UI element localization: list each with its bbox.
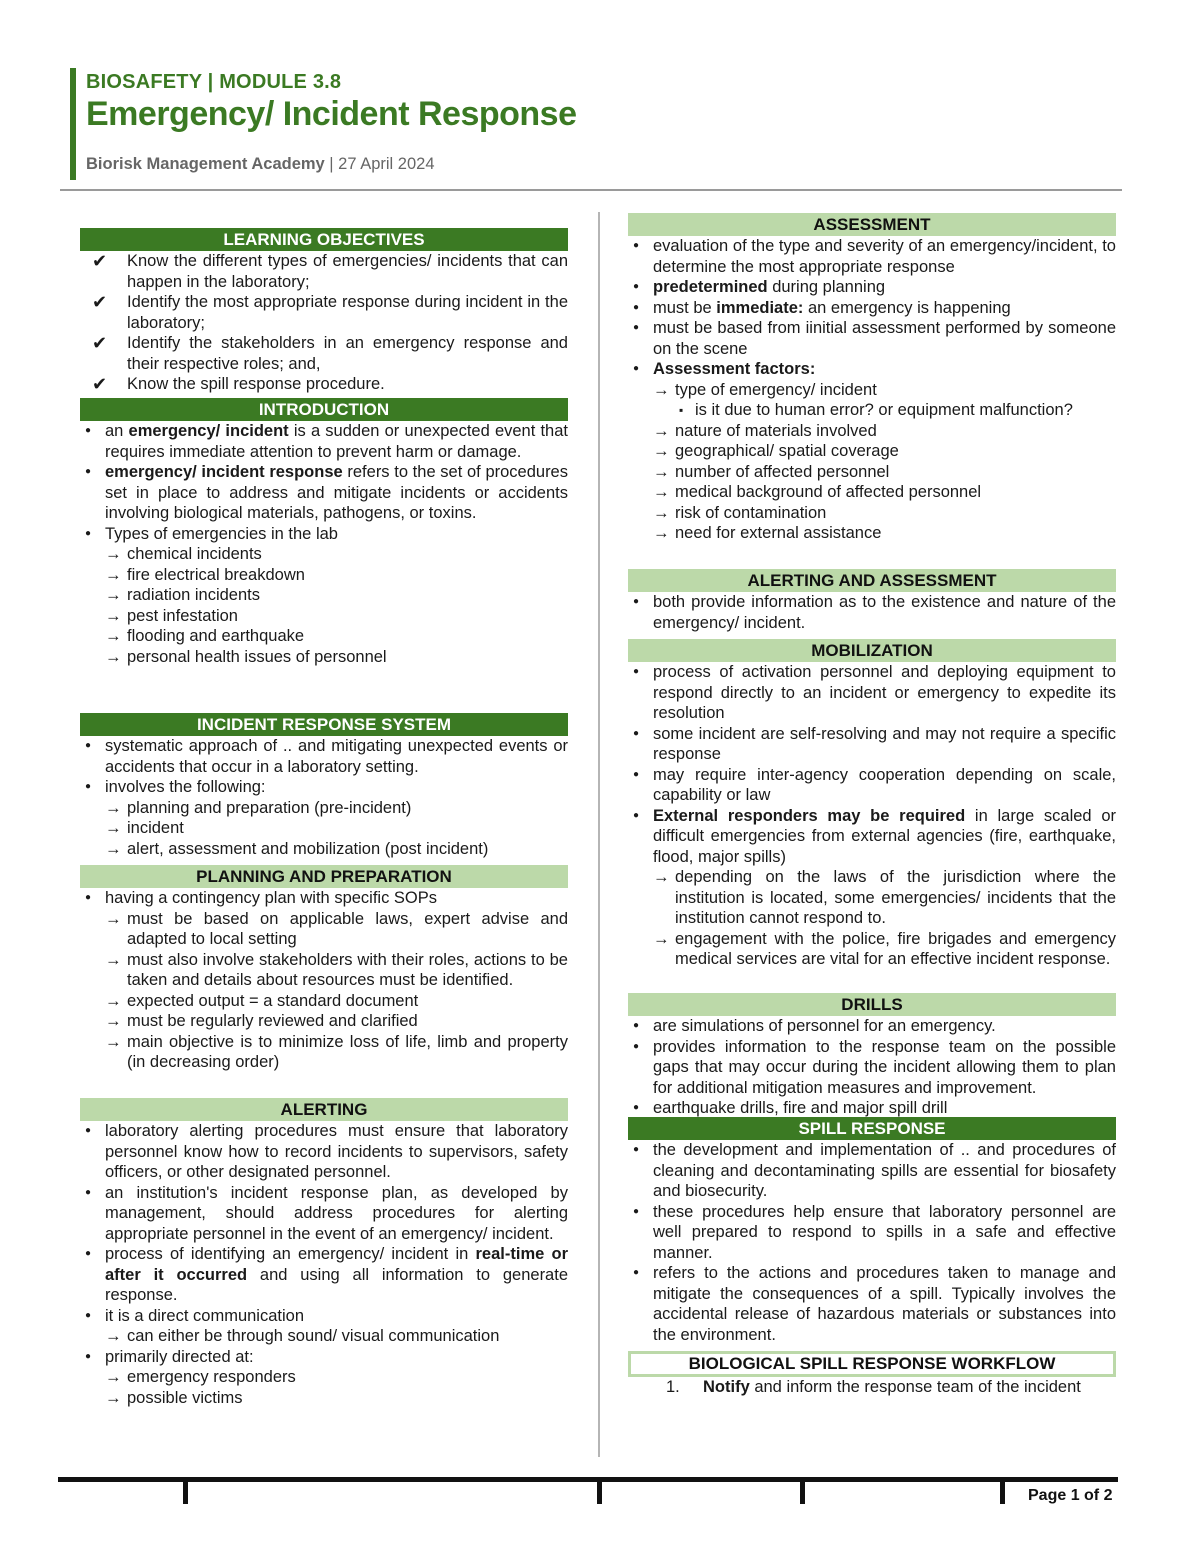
list-item: → radiation incidents	[105, 586, 260, 604]
emergency-types-list	[105, 544, 568, 667]
header-date: | 27 April 2024	[324, 155, 435, 173]
list-item: ● External responders may be required in large scaled or difficult emergencies from external agencies (fire, earthquake, flood, major spills) → depending on the laws of the jurisdiction where the institution is located, some emergencies/ incidents that the institution cannot respond to. → engagement with the police, fire brigades and emergency medical services are vital for an effective incident response.	[628, 806, 1116, 970]
arrow-icon: →	[105, 647, 122, 666]
list-item: → medical background of affected personnel	[653, 483, 982, 501]
footer-rule	[58, 1477, 1118, 1482]
list-item: → depending on the laws of the jurisdiction where the institution is located, some emergencies/ incidents that the institution cannot respond to.	[653, 868, 1116, 927]
arrow-icon: →	[653, 929, 670, 948]
alerting-list	[80, 1121, 568, 1408]
communication-list	[105, 1326, 568, 1347]
list-item: → nature of materials involved	[653, 421, 877, 440]
list-item: ● process of activation personnel and deploying equipment to respond directly to an incident or emergency to expedite its resolution	[628, 662, 1116, 724]
list-item: ● an institution's incident response plan, as developed by management, should address procedures for alerting appropriate personnel in the event of an emergency/ incident.	[80, 1183, 568, 1245]
check-icon: ✔	[92, 374, 108, 394]
arrow-icon: →	[653, 524, 670, 542]
arrow-icon: →	[105, 1368, 122, 1386]
list-item: ● earthquake drills, fire and major spill drill	[628, 1098, 1116, 1119]
arrow-icon: →	[105, 1032, 122, 1051]
spill-response-list	[628, 1140, 1116, 1345]
footer-tick	[597, 1482, 602, 1504]
list-item: → number of affected personnel	[653, 462, 890, 481]
section-drills	[628, 993, 1116, 1119]
list-item: → must also involve stakeholders with their roles, actions to be taken and details about resources must be identified.	[105, 950, 568, 989]
list-item: ● it is a direct communication → can either be through sound/ visual communication	[80, 1306, 568, 1347]
irs-list	[80, 736, 568, 859]
list-item: ● laboratory alerting procedures must ensure that laboratory personnel know how to record incidents to supervisors, safety officers, or other designated personnel.	[80, 1121, 568, 1183]
list-item: → alert, assessment and mobilization (post incident)	[105, 839, 489, 858]
footer-tick	[1000, 1482, 1005, 1504]
list-item: ● involves the following: → planning and preparation (pre-incident) → incident → alert, assessment and mobilization (post incident)	[80, 777, 568, 859]
list-item: ● some incident are self-resolving and may not require a specific response	[628, 724, 1116, 765]
list-item: → incident	[105, 819, 184, 837]
list-item: → must be based on applicable laws, expert advise and adapted to local setting	[105, 909, 568, 948]
list-item: ● emergency/ incident response refers to the set of procedures set in place to address and mitigate incidents or accidents involving biological materials, pathogens, or toxins.	[80, 462, 568, 524]
list-item: → geographical/ spatial coverage	[653, 442, 899, 460]
assessment-factors-list	[653, 380, 1116, 544]
arrow-icon: →	[105, 1327, 122, 1345]
section-heading: DRILLS	[628, 993, 1116, 1016]
list-item: ✔ Know the spill response procedure.	[92, 374, 385, 394]
section-heading: INCIDENT RESPONSE SYSTEM	[80, 713, 568, 736]
list-item: → expected output = a standard document	[105, 991, 419, 1010]
section-heading: PLANNING AND PREPARATION	[80, 865, 568, 888]
list-item: ● are simulations of personnel for an emergency.	[628, 1016, 1116, 1037]
arrow-icon: →	[105, 565, 122, 584]
list-item: → main objective is to minimize loss of life, limb and property (in decreasing order)	[105, 1032, 568, 1071]
list-item: → chemical incidents	[105, 545, 262, 563]
list-item: ● primarily directed at: → emergency responders → possible victims	[80, 1347, 568, 1409]
assessment-list	[628, 236, 1116, 544]
header-subtitle	[86, 154, 435, 175]
check-icon: ✔	[92, 292, 108, 312]
arrow-icon: →	[105, 1012, 122, 1030]
section-heading: LEARNING OBJECTIVES	[80, 228, 568, 251]
list-item: → type of emergency/ incident ▪ is it due to human error? or equipment malfunction?	[653, 380, 1116, 421]
list-item: → risk of contamination	[653, 503, 827, 522]
check-icon: ✔	[92, 333, 108, 353]
arrow-icon: →	[653, 442, 670, 460]
list-item: ● Assessment factors: → type of emergency/ incident ▪ is it due to human error? or equipment malfunction? → nature of materials involved → geographical/ spatial coverage → number of affected personnel → medical background of affected personnel → risk of contamination → need for external assistance	[628, 359, 1116, 544]
footer-tick	[183, 1482, 188, 1504]
arrow-icon: →	[105, 627, 122, 645]
org-name: Biorisk Management Academy	[86, 155, 325, 173]
list-item: ● evaluation of the type and severity of an emergency/incident, to determine the most appropriate response	[628, 236, 1116, 277]
list-item: ● systematic approach of .. and mitigating unexpected events or accidents that occur in a laboratory setting.	[80, 736, 568, 777]
arrow-icon: →	[105, 950, 122, 969]
arrow-icon: →	[653, 868, 670, 886]
arrow-icon: →	[653, 421, 670, 440]
list-item: → fire electrical breakdown	[105, 565, 305, 584]
list-item: → planning and preparation (pre-incident)	[105, 798, 412, 817]
directed-at-list	[105, 1367, 568, 1408]
list-item: ● predetermined during planning	[628, 277, 1116, 298]
arrow-icon: →	[653, 483, 670, 501]
objectives-list	[80, 251, 568, 395]
list-item: ✔ Identify the stakeholders in an emergency response and their respective roles; and,	[92, 333, 568, 373]
column-divider	[598, 212, 600, 1457]
section-spill-response	[628, 1117, 1116, 1345]
list-item: → pest infestation	[105, 606, 238, 625]
arrow-icon: →	[105, 991, 122, 1010]
list-item: → possible victims	[105, 1388, 243, 1407]
list-item: ✔ Identify the most appropriate response during incident in the laboratory;	[92, 292, 568, 332]
factor-sub-list	[675, 400, 1116, 421]
intro-list	[80, 421, 568, 667]
arrow-icon: →	[105, 545, 122, 563]
section-learning-objectives	[80, 228, 568, 395]
arrow-icon: →	[105, 909, 122, 928]
section-heading: MOBILIZATION	[628, 639, 1116, 662]
arrow-icon: →	[105, 798, 122, 817]
mobilization-list	[628, 662, 1116, 970]
list-item: ● Types of emergencies in the lab → chemical incidents → fire electrical breakdown → radiation incidents → pest infestation → flooding and earthquake → personal health issues of personnel	[80, 524, 568, 668]
page-title: Emergency/ Incident Response	[86, 95, 577, 133]
list-item: ● both provide information as to the existence and nature of the emergency/ incident.	[628, 592, 1116, 633]
arrow-icon: →	[105, 839, 122, 858]
list-item: ● refers to the actions and procedures taken to manage and mitigate the consequences of a spill. Typically involves the accidental release of hazardous materials or substances into the environment.	[628, 1263, 1116, 1345]
footer-tick	[800, 1482, 805, 1504]
section-planning-preparation	[80, 865, 568, 1073]
section-assessment	[628, 213, 1116, 544]
workflow-steps	[628, 1377, 1116, 1398]
planning-list	[80, 888, 568, 1073]
document-header	[70, 68, 1120, 180]
list-item: ● process of identifying an emergency/ incident in real-time or after it occurred and using all information to generate response.	[80, 1244, 568, 1306]
list-item: → flooding and earthquake	[105, 627, 305, 645]
list-item: 1. Notify and inform the response team of the incident	[666, 1378, 1081, 1396]
section-introduction	[80, 398, 568, 667]
list-item: → need for external assistance	[653, 524, 882, 542]
section-heading: BIOLOGICAL SPILL RESPONSE WORKFLOW	[628, 1351, 1116, 1377]
list-item: → can either be through sound/ visual communication	[105, 1327, 500, 1345]
module-label: BIOSAFETY | MODULE 3.8	[86, 71, 342, 93]
list-item: ● the development and implementation of .. and procedures of cleaning and decontaminating spills are essential for biosafety and biosecurity.	[628, 1140, 1116, 1202]
arrow-icon: →	[105, 819, 122, 837]
arrow-icon: →	[653, 380, 670, 399]
alerting-assessment-list	[628, 592, 1116, 633]
list-item: → personal health issues of personnel	[105, 647, 387, 666]
section-incident-response-system	[80, 713, 568, 859]
page-number: Page 1 of 2	[1028, 1487, 1113, 1504]
section-mobilization	[628, 639, 1116, 970]
arrow-icon: →	[105, 606, 122, 625]
section-alerting	[80, 1098, 568, 1408]
list-item: ✔ Know the different types of emergencies/ incidents that can happen in the laboratory;	[92, 251, 568, 291]
list-item: ● these procedures help ensure that laboratory personnel are well prepared to respond to spills in a safe and effective manner.	[628, 1202, 1116, 1264]
arrow-icon: →	[653, 503, 670, 522]
list-item: → emergency responders	[105, 1368, 296, 1386]
arrow-icon: →	[105, 586, 122, 604]
arrow-icon: →	[653, 462, 670, 481]
section-heading: INTRODUCTION	[80, 398, 568, 421]
header-accent-bar	[70, 68, 76, 180]
section-heading: SPILL RESPONSE	[628, 1117, 1116, 1140]
list-item: ● must be based from iinitial assessment performed by someone on the scene	[628, 318, 1116, 359]
arrow-icon: →	[105, 1388, 122, 1407]
planning-sub-list	[105, 909, 568, 1073]
section-spill-workflow	[628, 1351, 1116, 1398]
list-item: ● must be immediate: an emergency is happening	[628, 298, 1116, 319]
irs-phases-list	[105, 798, 568, 860]
drills-list	[628, 1016, 1116, 1119]
list-item: ● provides information to the response team on the possible gaps that may occur during the incident allowing them to plan for additional mitigation measures and improvement.	[628, 1037, 1116, 1099]
section-heading: ALERTING AND ASSESSMENT	[628, 569, 1116, 592]
list-item: ● may require inter-agency cooperation depending on scale, capability or law	[628, 765, 1116, 806]
section-alerting-assessment	[628, 569, 1116, 633]
external-responders-list	[653, 867, 1116, 970]
step-number: 1.	[666, 1378, 680, 1396]
list-item: ● having a contingency plan with specific SOPs → must be based on applicable laws, expert advise and adapted to local setting → must also involve stakeholders with their roles, actions to be taken and details about resources must be identified. → expected output = a standard document → must be regularly reviewed and clarified → main objective is to minimize loss of life, limb and property (in decreasing order)	[80, 888, 568, 1073]
section-heading: ALERTING	[80, 1098, 568, 1121]
list-item: ▪ is it due to human error? or equipment malfunction?	[675, 400, 1116, 421]
header-divider	[60, 189, 1122, 191]
list-item: ● an emergency/ incident is a sudden or unexpected event that requires immediate attention to prevent harm or damage.	[80, 421, 568, 462]
list-item: → engagement with the police, fire brigades and emergency medical services are vital for an effective incident response.	[653, 929, 1116, 968]
list-item: → must be regularly reviewed and clarified	[105, 1012, 418, 1030]
check-icon: ✔	[92, 251, 108, 271]
section-heading: ASSESSMENT	[628, 213, 1116, 236]
